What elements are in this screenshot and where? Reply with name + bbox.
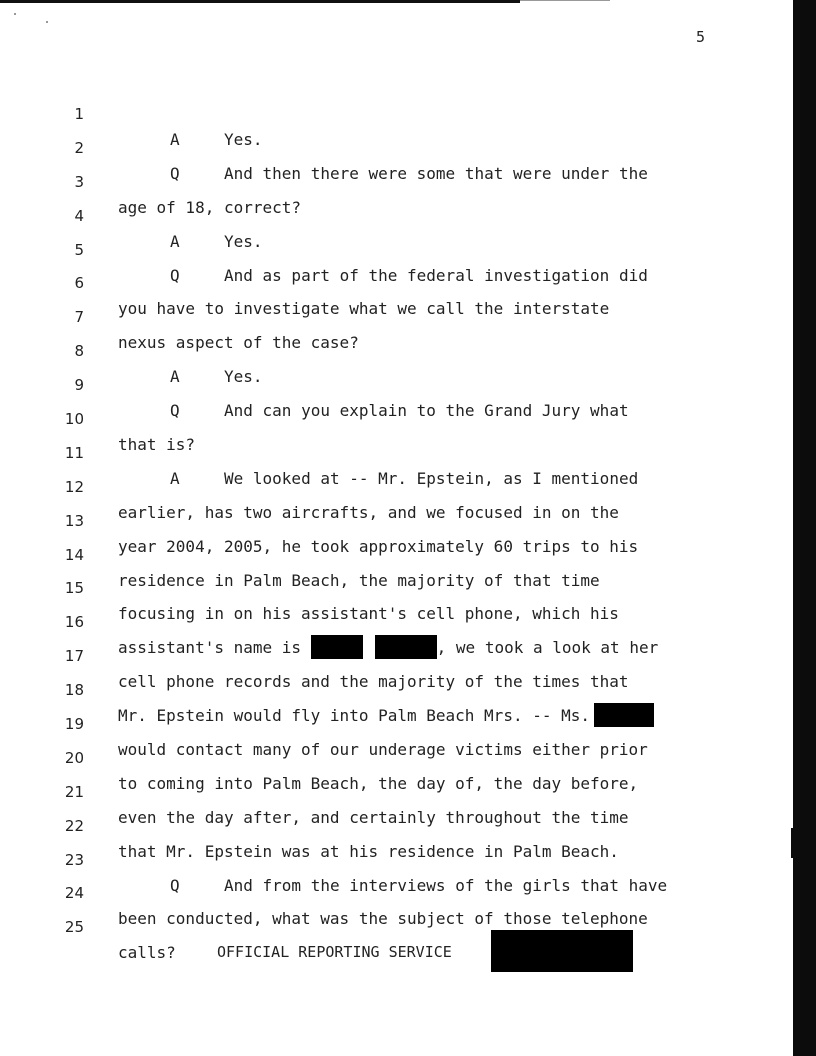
line-number: 4 xyxy=(74,206,84,225)
page-number: 5 xyxy=(696,28,706,46)
line-content: Yes. xyxy=(224,231,263,251)
scan-top-rule-faint xyxy=(520,0,610,1)
speaker-label: Q xyxy=(170,265,180,285)
line-content: residence in Palm Beach, the majority of that time xyxy=(118,570,600,590)
line-content: And as part of the federal investigation did xyxy=(224,265,648,285)
speaker-label: A xyxy=(170,231,180,251)
line-content: assistant's name is xyxy=(118,638,311,658)
line-number: 8 xyxy=(74,342,84,361)
line-content: that Mr. Epstein was at his residence in Palm Beach. xyxy=(118,841,619,861)
line-number: 25 xyxy=(64,918,84,937)
scan-speck xyxy=(46,21,48,23)
line-number: 15 xyxy=(64,579,84,598)
line-content: you have to investigate what we call the interstate xyxy=(118,299,610,319)
speaker-label: Q xyxy=(170,401,180,421)
line-number: 21 xyxy=(64,782,84,801)
scan-speck xyxy=(14,13,16,15)
line-content: age of 18, correct? xyxy=(118,197,302,217)
line-content: year 2004, 2005, he took approximately 60 trips to his xyxy=(118,536,639,556)
line-number: 17 xyxy=(64,647,84,666)
line-number: 20 xyxy=(64,748,84,767)
scan-right-edge-notch xyxy=(791,828,793,858)
line-number: 22 xyxy=(64,816,84,835)
footer-redaction-bar xyxy=(491,930,633,972)
line-number: 7 xyxy=(74,308,84,327)
line-content: Yes. xyxy=(224,367,263,387)
line-content: We looked at -- Mr. Epstein, as I mentioned xyxy=(224,468,639,488)
line-number: 6 xyxy=(74,274,84,293)
line-number: 18 xyxy=(64,681,84,700)
speaker-label: Q xyxy=(170,163,180,183)
line-number: 16 xyxy=(64,613,84,632)
line-content-after: , we took a look at her xyxy=(436,638,659,658)
scan-right-edge xyxy=(793,0,816,1056)
line-content: that is? xyxy=(118,435,196,455)
footer-reporting-service: OFFICIAL REPORTING SERVICE xyxy=(217,943,452,961)
transcript-line xyxy=(0,211,790,285)
line-content: nexus aspect of the case? xyxy=(118,333,359,353)
line-content: And from the interviews of the girls that have xyxy=(224,875,668,895)
scan-top-rule xyxy=(0,0,520,3)
transcript-line xyxy=(0,177,790,251)
transcript-line xyxy=(0,312,790,387)
line-number: 11 xyxy=(64,443,84,462)
line-content: focusing in on his assistant's cell phone, which his xyxy=(118,604,619,624)
line-content: would contact many of our underage victims either prior xyxy=(118,740,648,760)
line-content: And then there were some that were under the xyxy=(224,163,648,183)
transcript-line xyxy=(0,244,790,319)
line-number: 10 xyxy=(64,410,84,429)
line-number: 13 xyxy=(64,511,84,530)
line-number: 9 xyxy=(74,376,84,395)
line-content: calls? xyxy=(118,943,176,963)
line-content: Mr. Epstein would fly into Palm Beach Mrs. -- Ms. xyxy=(118,706,591,726)
speaker-label: A xyxy=(170,130,180,149)
transcript-line xyxy=(0,75,790,149)
line-content: Yes. xyxy=(224,130,263,149)
line-content: And can you explain to the Grand Jury what xyxy=(224,401,629,421)
line-number: 12 xyxy=(64,477,84,496)
transcript-line xyxy=(0,278,790,353)
speaker-label: A xyxy=(170,468,180,488)
line-number: 1 xyxy=(74,105,84,123)
line-content: to coming into Palm Beach, the day of, the day before, xyxy=(118,773,639,793)
line-number: 24 xyxy=(64,884,84,903)
line-number: 23 xyxy=(64,850,84,869)
speaker-label: A xyxy=(170,367,180,387)
transcript-line xyxy=(0,109,790,183)
line-number: 5 xyxy=(74,240,84,259)
line-content: cell phone records and the majority of the times that xyxy=(118,672,629,692)
line-number: 19 xyxy=(64,715,84,734)
line-content: earlier, has two aircrafts, and we focused in on the xyxy=(118,502,619,522)
line-content: been conducted, what was the subject of those telephone xyxy=(118,909,648,929)
line-content: even the day after, and certainly throughout the time xyxy=(118,807,629,827)
line-number: 14 xyxy=(64,545,84,564)
line-number: 3 xyxy=(74,172,84,191)
transcript-line xyxy=(0,143,790,217)
speaker-label: Q xyxy=(170,875,180,895)
line-number: 2 xyxy=(74,138,84,157)
